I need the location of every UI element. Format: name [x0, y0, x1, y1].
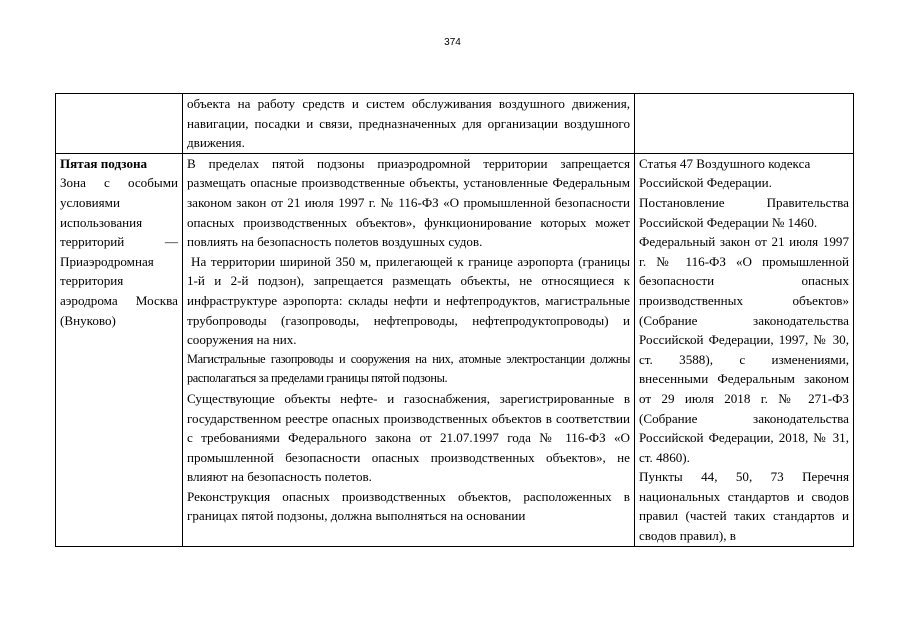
regulation-table: [55, 93, 854, 547]
restriction-paragraph: объекта на работу средств и систем обслуживания воздушного движения, навигации, посадки и связи, предназначенных для организации воздушного движения.: [187, 96, 630, 151]
legal-basis-item: Постановление Правительства Российской Федерации № 1460.: [639, 194, 849, 230]
zone-description: Зона с особыми условиями использования территорий — Приаэродромная территория аэродрома Москва (Внуково): [60, 175, 178, 328]
restriction-paragraph: Существующие объекты нефте- и газоснабжения, зарегистрированные в государственном реестре опасных производственных объектов в соответствии с требованиями Федерального закона от 21.07.1997 года № 116-ФЗ «О промышленной безопасности опасных производственных объектов», не влияют на безопасность полетов.: [187, 390, 630, 485]
page-number: 374: [444, 37, 461, 48]
table-row-fifth-subzone: [56, 153, 854, 546]
table-row-continued: [56, 94, 854, 154]
table-cell-zone: [56, 153, 183, 546]
table-cell-restrictions: [183, 153, 635, 546]
restriction-paragraph: Реконструкция опасных производственных объектов, расположенных в границах пятой подзоны, должна выполняться на основании: [187, 488, 630, 524]
table-cell-legal-basis: [635, 153, 854, 546]
legal-basis-item: Федеральный закон от 21 июля 1997 г. № 116-ФЗ «О промышленной безопасности опасных производственных объектов» (Собрание законодательства Российской Федерации, 1997, № 30, ст. 3588), с изменениями, внесенными Федеральным законом от 29 июля 2018 г. № 271-ФЗ (Собрание законодательства Российской Федерации, 2018, № 31, ст. 4860).: [639, 234, 849, 465]
zone-title: Пятая подзона: [60, 155, 148, 171]
restriction-paragraph: На территории шириной 350 м, прилегающей к границе аэропорта (границы 1-й и 2-й подзон), запрещается размещать объекты, не относящиеся к инфраструктуре аэропорта: склады нефти и нефтепродуктов, магистральные трубопроводы (газопроводы, нефтепроводы, нефтепродуктопроводы) и сооружения на них.: [187, 253, 630, 348]
legal-basis-item: Пункты 44, 50, 73 Перечня национальных стандартов и сводов правил (частей таких стандартов и сводов правил), в: [639, 469, 849, 544]
restriction-paragraph: Магистральные газопроводы и сооружения на них, атомные электростанции должны располагаться за пределами границы пятой подзоны.: [187, 351, 630, 386]
legal-basis-item: Статья 47 Воздушного кодекса Российской Федерации.: [639, 155, 811, 191]
restriction-paragraph: В пределах пятой подзоны приаэродромной территории запрещается размещать опасные производственные объекты, установленные Федеральным законом закон от 21 июля 1997 г. № 116-ФЗ «О промышленной безопасности опасных производственных объектов», функционирование которых может повлиять на безопасность полетов воздушных судов.: [187, 155, 630, 250]
table-cell-zone-empty: [56, 94, 183, 154]
table-cell-restrictions-continued: [183, 94, 635, 154]
table-cell-legal-empty: [635, 94, 854, 154]
